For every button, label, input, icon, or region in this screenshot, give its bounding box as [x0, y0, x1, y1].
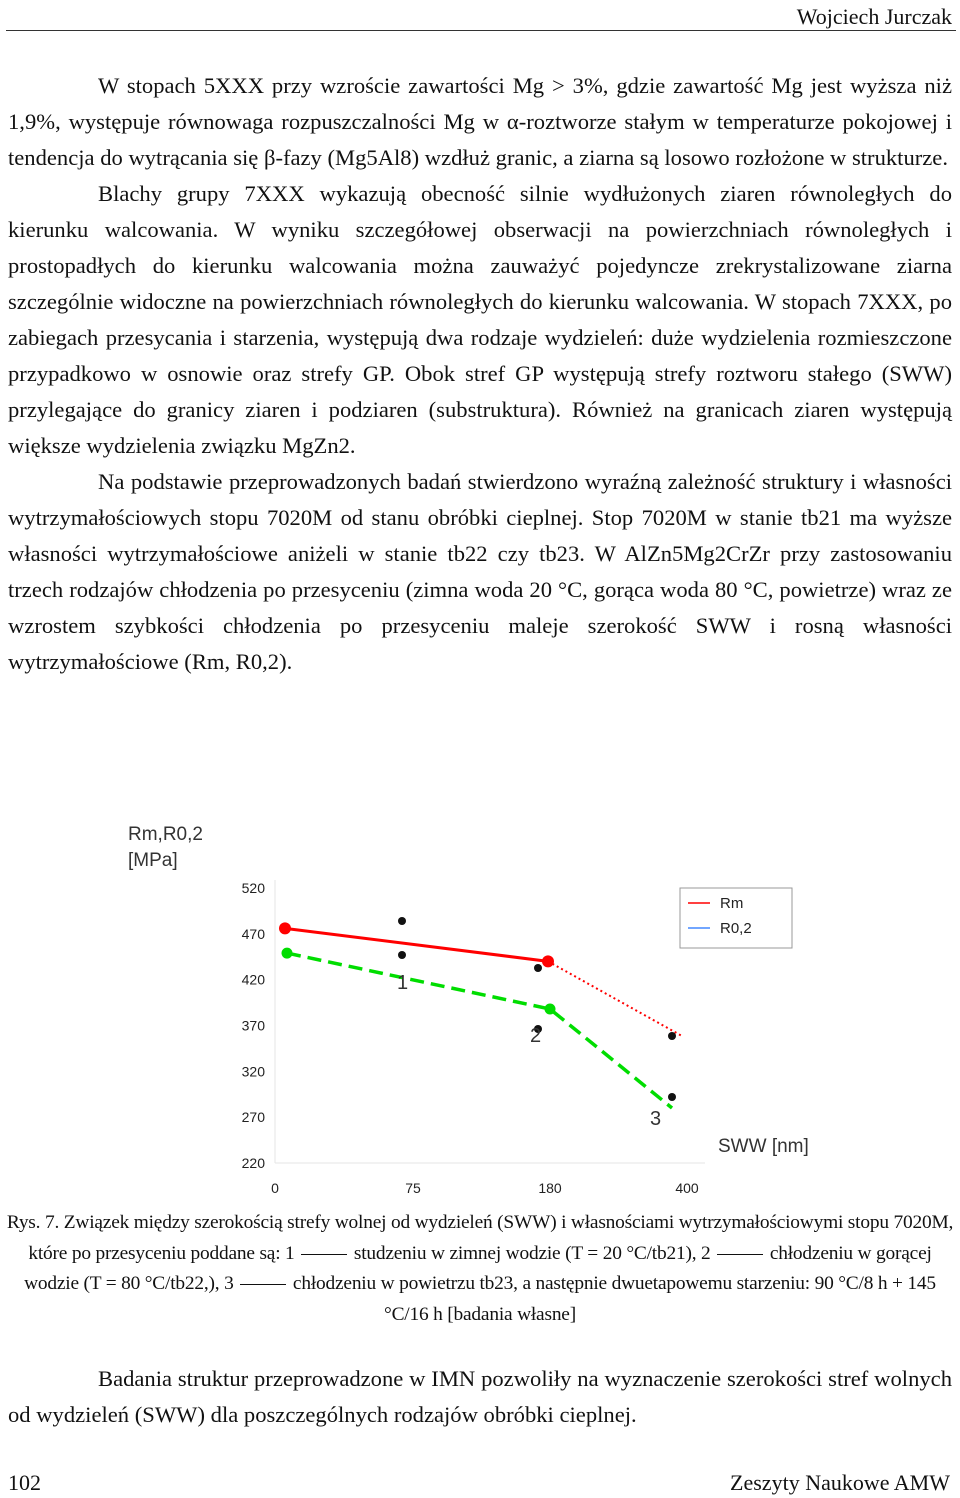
caption-part-2: studzeniu w zimnej wodzie (T = 20 °C/tb21), 2: [353, 1242, 711, 1264]
chart-point-rm: [279, 922, 291, 934]
chart-point-black: [534, 964, 542, 972]
chart-ytick-label: 370: [241, 1017, 265, 1034]
chart-series-r02-line: [287, 953, 672, 1108]
chart-point-r02: [545, 1004, 556, 1015]
chart-point-label: 1: [397, 972, 409, 994]
chart-xtick-label: 180: [538, 1180, 562, 1196]
chart-svg: [110, 818, 850, 1203]
figure-caption: [6, 1208, 954, 1330]
chart-point-black: [398, 951, 406, 959]
paragraph-4: Badania struktur przeprowadzone w IMN pozwoliły na wyznaczenie szerokości stref wolnych od wydzieleń (SWW) dla poszczególnych rodzajów obróbki cieplnej.: [8, 1366, 952, 1427]
caption-dash-2: [717, 1254, 763, 1255]
chart-ytick-label: 270: [241, 1109, 265, 1126]
chart-xtick-label: 400: [675, 1180, 699, 1196]
chart-point-black: [398, 917, 406, 925]
caption-part-4: chłodzeniu w powietrzu tb23, a następnie dwuetapowemu starzeniu: 90 °C/8 h + 145 °C/16 h [badania własne]: [292, 1273, 936, 1325]
chart-ytick-label: 470: [241, 925, 265, 942]
chart-legend-label-r02: R0,2: [720, 920, 752, 937]
chart-xlabel: SWW [nm]: [718, 1136, 809, 1157]
caption-dash-3: [240, 1284, 286, 1285]
chart-ylabel-line1: Rm,R0,2: [128, 824, 203, 845]
body-text: [8, 68, 952, 680]
chart-xtick-label: 0: [271, 1180, 279, 1196]
chart-point-r02: [282, 948, 293, 959]
chart-point-black: [668, 1093, 676, 1101]
paragraph-2: Blachy grupy 7XXX wykazują obecność silnie wydłużonych ziaren równoległych do kierunku walcowania. W wyniku szczegółowej obserwacji na powierzchniach równoległych i prostopadłych do kierunku walcowania można zauważyć pojedyncze zrekrystalizowane ziarna szczególnie widoczne na powierzchniach równoległych do kierunku walcowania. W stopach 7XXX, po zabiegach przesycania i starzenia, występują dwa rodzaje wydzieleń: duże wydzielenia rozmieszczone przypadkowo w osnowie oraz strefy GP. Obok stref GP występują strefy roztworu stałego (SWW) przylegające do granicy ziaren i podziaren (substruktura). Również na granicach ziaren występują większe wydzielenia związku MgZn2.: [8, 181, 952, 458]
journal-name: Zeszyty Naukowe AMW: [730, 1470, 950, 1495]
chart-series-rm-line-dotted: [548, 961, 682, 1036]
chart-point-black: [668, 1032, 676, 1040]
page-number: 102: [8, 1470, 41, 1495]
chart-series-rm-line: [285, 928, 548, 961]
chart-ytick-label: 420: [241, 971, 265, 988]
chart-point-label: 2: [530, 1025, 542, 1047]
header-author: Wojciech Jurczak: [796, 4, 952, 29]
chart-legend-label-rm: Rm: [720, 895, 744, 912]
caption-part-1: Rys. 7. Związek między szerokością strefy wolnej od wydzieleń (SWW) i własnościami wytrzymałościowymi stopu 7020M, które po przesyceniu poddane są: 1: [6, 1212, 954, 1264]
chart-xtick-label: 75: [405, 1180, 421, 1196]
header-rule: [6, 30, 956, 31]
chart-ylabel-line2: [MPa]: [128, 850, 178, 871]
chart-ytick-label: 320: [241, 1063, 265, 1080]
chart-point-label: 3: [650, 1108, 662, 1130]
caption-dash-1: [301, 1254, 347, 1255]
paragraph-1: W stopach 5XXX przy wzroście zawartości Mg > 3%, gdzie zawartość Mg jest wyższa niż 1,9%, występuje równowaga rozpuszczalności Mg w α-roztworze stałym w temperaturze pokojowej i tendencja do wytrącania się β-fazy (Mg5Al8) wzdłuż granic, a ziarna są losowo rozłożone w strukturze.: [8, 73, 952, 170]
chart-ytick-label: 520: [241, 880, 265, 896]
chart-ytick-label: 220: [241, 1155, 265, 1171]
figure-chart: [110, 818, 850, 1203]
chart-point-rm: [542, 955, 554, 967]
paragraph-3: Na podstawie przeprowadzonych badań stwierdzono wyraźną zależność struktury i własności wytrzymałościowych stopu 7020M od stanu obróbki cieplnej. Stop 7020M w stanie tb21 ma wyższe własności wytrzymałościowe aniżeli w stanie tb22 czy tb23. W AlZn5Mg2CrZr przy zastosowaniu trzech rodzajów chłodzenia po przesyceniu (zimna woda 20 °C, gorąca woda 80 °C, powietrze) wraz ze wzrostem szybkości chłodzenia po przesyceniu maleje szerokość SWW i rosną własności wytrzymałościowe (Rm, R0,2).: [8, 469, 952, 674]
closing-text: [8, 1361, 952, 1433]
caption-part-3: chłodzeniu w gorącej wodzie (T = 80 °C/tb22,), 3: [24, 1242, 932, 1294]
